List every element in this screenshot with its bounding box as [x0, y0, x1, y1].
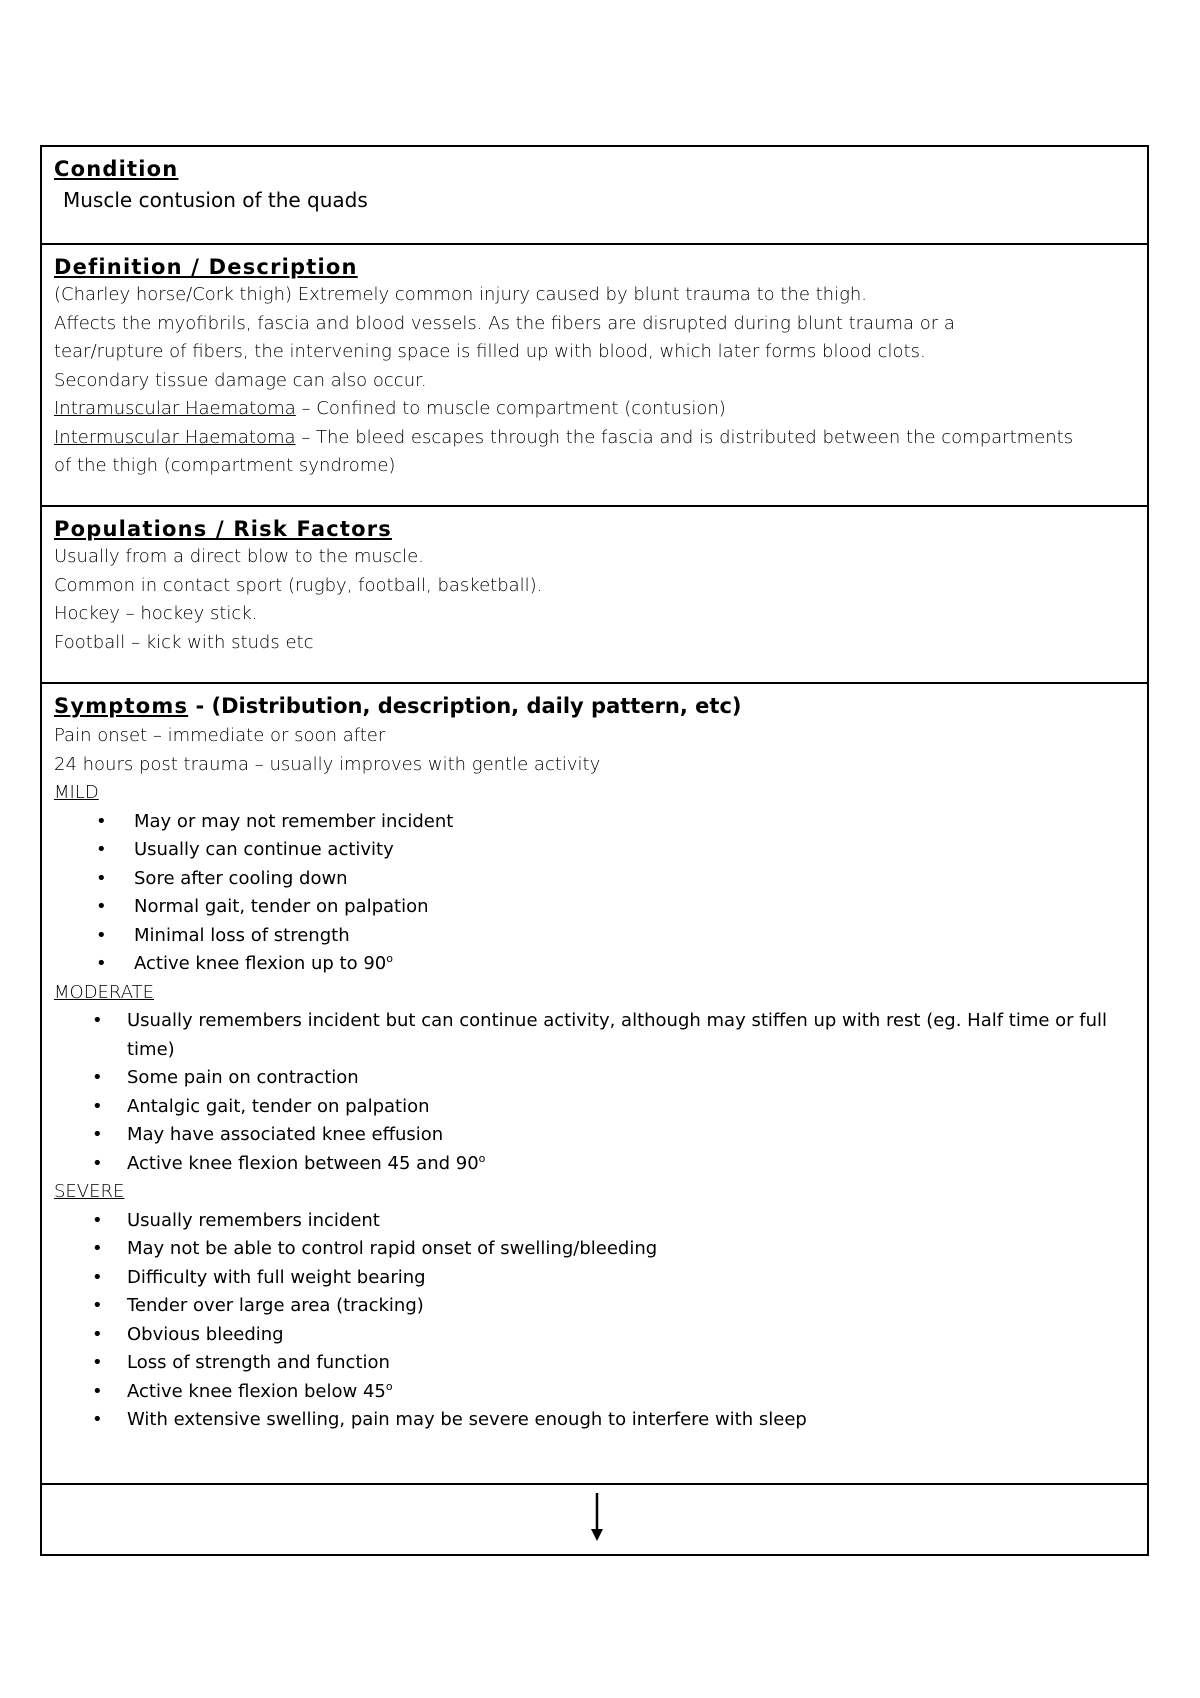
definition-line: Secondary tissue damage can also occur. [54, 369, 427, 391]
list-item: • Usually remembers incident but can continue activity, although may stiffen up with rest (eg. Half time or full time) [54, 1007, 1135, 1064]
condition-table [40, 145, 1149, 1556]
list-item: • Usually remembers incident [54, 1207, 1135, 1236]
list-item: • With extensive swelling, pain may be severe enough to interfere with sleep [54, 1406, 1135, 1435]
list-item-text: Active knee flexion below 45 [127, 1380, 386, 1402]
degree-mark: o [385, 1379, 393, 1393]
list-item-text: Active knee flexion between 45 and 90 [127, 1152, 479, 1174]
condition-section [42, 147, 1147, 245]
intermuscular-line [54, 424, 1135, 453]
list-item: • Difficulty with full weight bearing [54, 1264, 1135, 1293]
list-item: • Loss of strength and function [54, 1349, 1135, 1378]
symptoms-section [42, 684, 1147, 1485]
populations-section [42, 507, 1147, 684]
severe-label: SEVERE [54, 1181, 125, 1202]
list-item [54, 950, 1135, 979]
list-item: • Normal gait, tender on palpation [54, 893, 1135, 922]
definition-line: Affects the myofibrils, fascia and blood vessels. As the fibers are disrupted during blunt trauma or a [54, 312, 955, 334]
list-item: • Antalgic gait, tender on palpation [54, 1093, 1135, 1122]
list-item [54, 1150, 1135, 1179]
list-item: • Usually can continue activity [54, 836, 1135, 865]
intramuscular-line [54, 395, 1135, 424]
intermuscular-line-continued: of the thigh (compartment syndrome) [54, 455, 396, 476]
list-item: • Minimal loss of strength [54, 922, 1135, 951]
symptoms-heading: Symptoms [54, 694, 189, 718]
populations-line: Common in contact sport (rugby, football, basketball). [54, 574, 543, 596]
degree-mark: o [386, 952, 393, 965]
down-arrow-icon [587, 1493, 607, 1543]
populations-line: Usually from a direct blow to the muscle. [54, 546, 424, 567]
list-item: • May not be able to control rapid onset of swelling/bleeding [54, 1235, 1135, 1264]
list-item-text: Active knee flexion up to 90 [134, 953, 387, 974]
continuation-row [42, 1485, 1147, 1554]
severe-list [54, 1207, 1135, 1435]
mild-list [54, 808, 1135, 979]
list-item: • Sore after cooling down [54, 865, 1135, 894]
list-item: • Obvious bleeding [54, 1321, 1135, 1350]
mild-label: MILD [54, 782, 99, 803]
symptoms-intro-line: Pain onset – immediate or soon after [54, 725, 386, 746]
list-item: • Some pain on contraction [54, 1064, 1135, 1093]
degree-mark: o [478, 1151, 486, 1165]
intramuscular-text: – Confined to muscle compartment (contusion) [295, 398, 726, 419]
definition-section [42, 245, 1147, 507]
condition-name: Muscle contusion of the quads [63, 188, 368, 212]
definition-line: tear/rupture of fibers, the intervening space is filled up with blood, which later forms blood clots. [54, 341, 926, 362]
list-item: • Tender over large area (tracking) [54, 1292, 1135, 1321]
moderate-label: MODERATE [54, 981, 154, 1003]
intermuscular-term: Intermuscular Haematoma [54, 426, 296, 448]
populations-line: Hockey – hockey stick. [54, 603, 258, 624]
populations-line: Football – kick with studs etc [54, 631, 314, 653]
moderate-list [54, 1007, 1135, 1178]
definition-heading: Definition / Description [54, 255, 358, 279]
definition-line: (Charley horse/Cork thigh) Extremely common injury caused by blunt trauma to the thigh. [54, 284, 868, 305]
intramuscular-term: Intramuscular Haematoma [54, 398, 296, 419]
populations-heading: Populations / Risk Factors [54, 517, 392, 541]
symptoms-heading-row [54, 692, 1135, 722]
intermuscular-text: – The bleed escapes through the fascia and is distributed between the compartments [295, 426, 1074, 448]
list-item [54, 1378, 1135, 1407]
list-item: • May or may not remember incident [54, 808, 1135, 837]
symptoms-heading-suffix: - (Distribution, description, daily pattern, etc) [188, 694, 742, 718]
condition-heading: Condition [54, 157, 179, 181]
symptoms-intro-line: 24 hours post trauma – usually improves with gentle activity [54, 753, 601, 775]
list-item: • May have associated knee effusion [54, 1121, 1135, 1150]
